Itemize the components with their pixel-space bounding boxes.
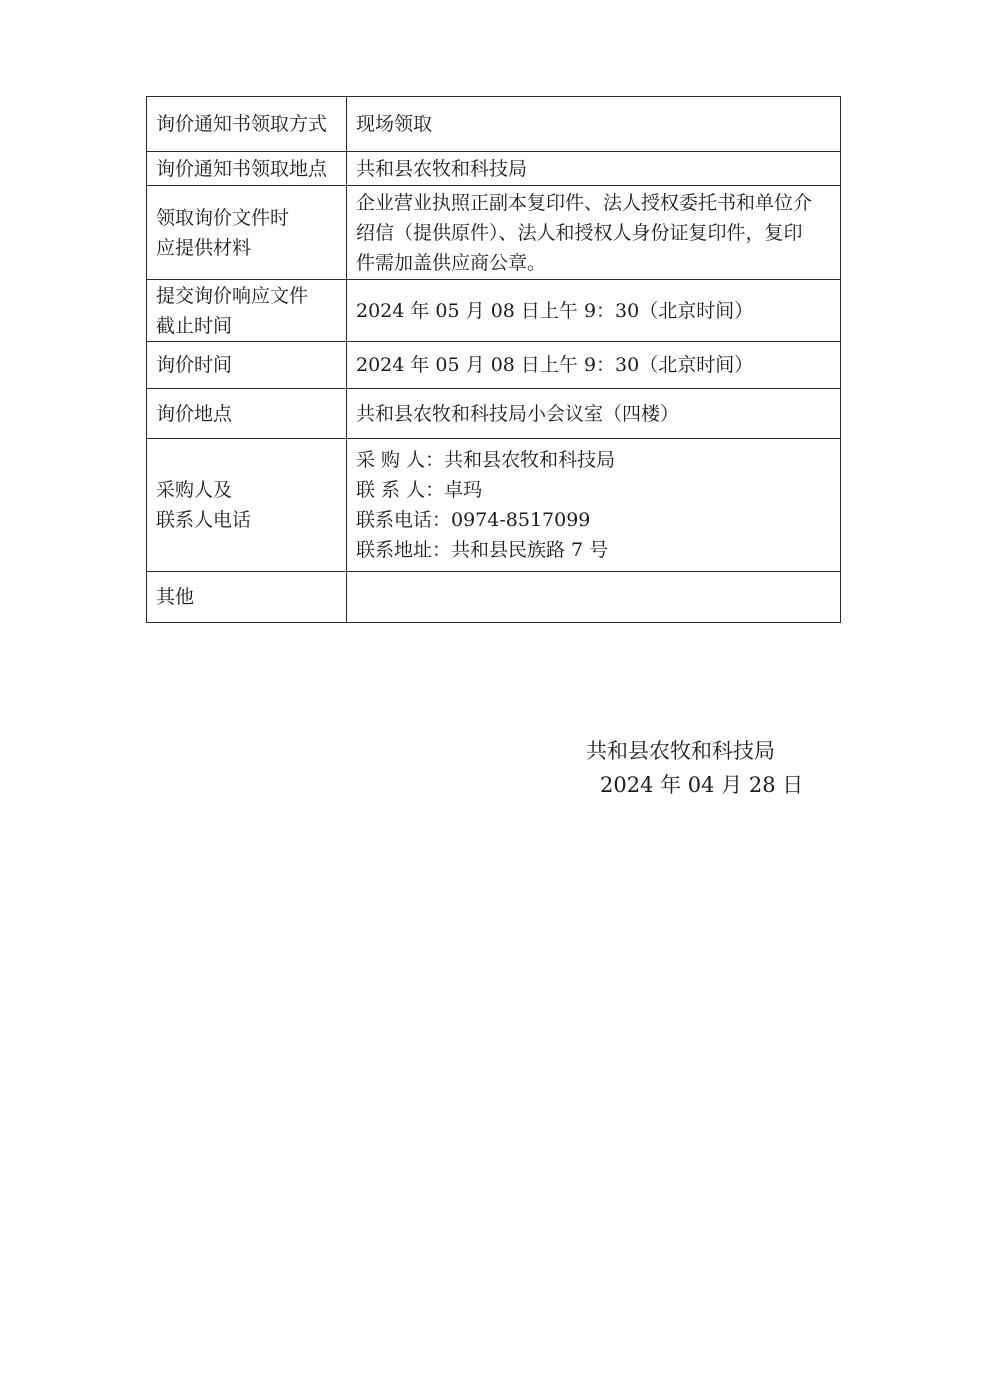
signature-block xyxy=(560,734,820,802)
row-label: 其他 xyxy=(147,572,347,623)
row-label: 询价时间 xyxy=(147,342,347,389)
row-label: 提交询价响应文件 截止时间 xyxy=(147,280,347,342)
table-row xyxy=(147,389,841,439)
table-row xyxy=(147,439,841,572)
table-row xyxy=(147,97,841,152)
table-row xyxy=(147,572,841,623)
table-row xyxy=(147,280,841,342)
issuing-organization: 共和县农牧和科技局 xyxy=(586,739,775,763)
inquiry-info-table xyxy=(146,96,841,623)
row-value: 现场领取 xyxy=(347,97,841,152)
row-value: 采 购 人：共和县农牧和科技局 联 系 人：卓玛 联系电话：0974-8517099 联系地址：共和县民族路 7 号 xyxy=(347,439,841,572)
issue-date: 2024 年 04 月 28 日 xyxy=(600,773,804,797)
row-value: 共和县农牧和科技局 xyxy=(347,152,841,186)
row-value: 企业营业执照正副本复印件、法人授权委托书和单位介 绍信（提供原件）、法人和授权人身份证复印件，复印 件需加盖供应商公章。 xyxy=(347,186,841,280)
row-label: 询价通知书领取地点 xyxy=(147,152,347,186)
row-value: 2024 年 05 月 08 日上午 9：30（北京时间） xyxy=(347,280,841,342)
row-label: 询价通知书领取方式 xyxy=(147,97,347,152)
row-value: 共和县农牧和科技局小会议室（四楼） xyxy=(347,389,841,439)
row-value xyxy=(347,572,841,623)
table-row xyxy=(147,342,841,389)
row-label: 采购人及 联系人电话 xyxy=(147,439,347,572)
row-value: 2024 年 05 月 08 日上午 9：30（北京时间） xyxy=(347,342,841,389)
row-label: 询价地点 xyxy=(147,389,347,439)
table-row xyxy=(147,152,841,186)
table-row xyxy=(147,186,841,280)
row-label: 领取询价文件时 应提供材料 xyxy=(147,186,347,280)
